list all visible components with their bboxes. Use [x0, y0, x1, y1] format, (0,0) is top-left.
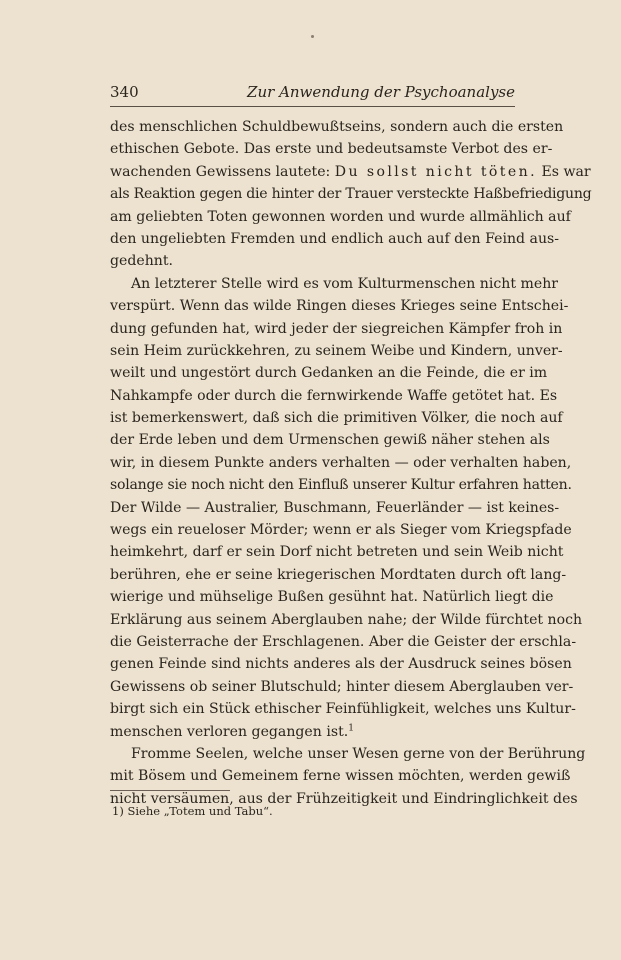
- page-header: [110, 82, 515, 107]
- text-line: verspürt. Wenn das wilde Ringen dieses Krieges seine Entschei-: [110, 298, 569, 315]
- text-line: dung gefunden hat, wird jeder der siegreichen Kämpfer froh in: [110, 320, 563, 337]
- footnote: [112, 803, 273, 819]
- text-line: mit Bösem und Gemeinem ferne wissen möchten, werden gewiß: [110, 768, 571, 785]
- text-fragment: wachenden Gewissens lautete:: [110, 163, 331, 180]
- body-text: [110, 116, 592, 810]
- running-title: Zur Anwendung der Psychoanalyse: [247, 83, 515, 101]
- text-line: genen Feinde sind nichts anderes als der Ausdruck seines bösen: [110, 656, 572, 673]
- text-line: berühren, ehe er seine kriegerischen Mordtaten durch oft lang-: [110, 566, 567, 583]
- text-line: Nahkampfe oder durch die fernwirkende Waffe getötet hat. Es: [110, 387, 558, 404]
- text-line: nicht versäumen, aus der Frühzeitigkeit und Eindringlichkeit des: [110, 790, 578, 807]
- text-line: den ungeliebten Fremden und endlich auch auf den Feind aus-: [110, 230, 560, 247]
- paper-speck: [311, 35, 314, 38]
- text-line: An letzterer Stelle wird es vom Kulturmenschen nicht mehr: [131, 275, 559, 292]
- text-line: des menschlichen Schuldbewußtseins, sondern auch die ersten: [110, 119, 564, 135]
- text-line: Gewissens ob seiner Blutschuld; hinter diesem Aberglauben ver-: [110, 678, 574, 695]
- text-fragment: Es war: [541, 163, 591, 180]
- text-line: wir, in diesem Punkte anders verhalten — oder verhalten haben,: [110, 454, 572, 471]
- text-fragment: menschen verloren gegangen ist.: [110, 723, 349, 740]
- text-line: [110, 721, 515, 743]
- commandment-emphasis: Du sollst nicht töten.: [334, 163, 537, 180]
- text-line: weilt und ungestört durch Gedanken an die Feinde, die er im: [110, 365, 548, 382]
- text-line: [110, 161, 591, 183]
- text-line: sein Heim zurückkehren, zu seinem Weibe und Kindern, unver-: [110, 342, 563, 359]
- text-line: am geliebten Toten gewonnen worden und wurde allmählich auf: [110, 208, 571, 225]
- text-line: wegs ein reueloser Mörder; wenn er als Sieger vom Kriegspfade: [110, 522, 572, 539]
- text-line: ethischen Gebote. Das erste und bedeutsamste Verbot des er-: [110, 141, 553, 158]
- text-line: als Reaktion gegen die hinter der Trauer versteckte Haßbefriedigung: [110, 186, 592, 203]
- text-line: birgt sich ein Stück ethischer Feinfühligkeit, welches uns Kultur-: [110, 701, 576, 718]
- text-line: ist bemerkenswert, daß sich die primitiven Völker, die noch auf: [110, 410, 563, 427]
- footnote-marker: 1): [112, 804, 124, 818]
- footnote-text: Siehe „Totem und Tabu“.: [127, 804, 273, 818]
- footnote-reference: 1: [348, 722, 354, 733]
- text-line: Erklärung aus seinem Aberglauben nahe; der Wilde fürchtet noch: [110, 611, 583, 628]
- page-number: 340: [110, 83, 139, 101]
- footnote-divider: [110, 790, 230, 791]
- text-line: die Geisterrache der Erschlagenen. Aber die Geister der erschla-: [110, 633, 577, 650]
- text-line: Fromme Seelen, welche unser Wesen gerne von der Berührung: [131, 745, 586, 762]
- text-line: Der Wilde — Australier, Buschmann, Feuerländer — ist keines-: [110, 499, 560, 516]
- text-line: gedehnt.: [110, 253, 174, 270]
- text-line: heimkehrt, darf er sein Dorf nicht betreten und sein Weib nicht: [110, 544, 564, 561]
- text-line: solange sie noch nicht den Einfluß unserer Kultur erfahren hatten.: [110, 477, 572, 494]
- text-line: wierige und mühselige Bußen gesühnt hat. Natürlich liegt die: [110, 589, 554, 606]
- text-line: der Erde leben und dem Urmenschen gewiß näher stehen als: [110, 432, 550, 449]
